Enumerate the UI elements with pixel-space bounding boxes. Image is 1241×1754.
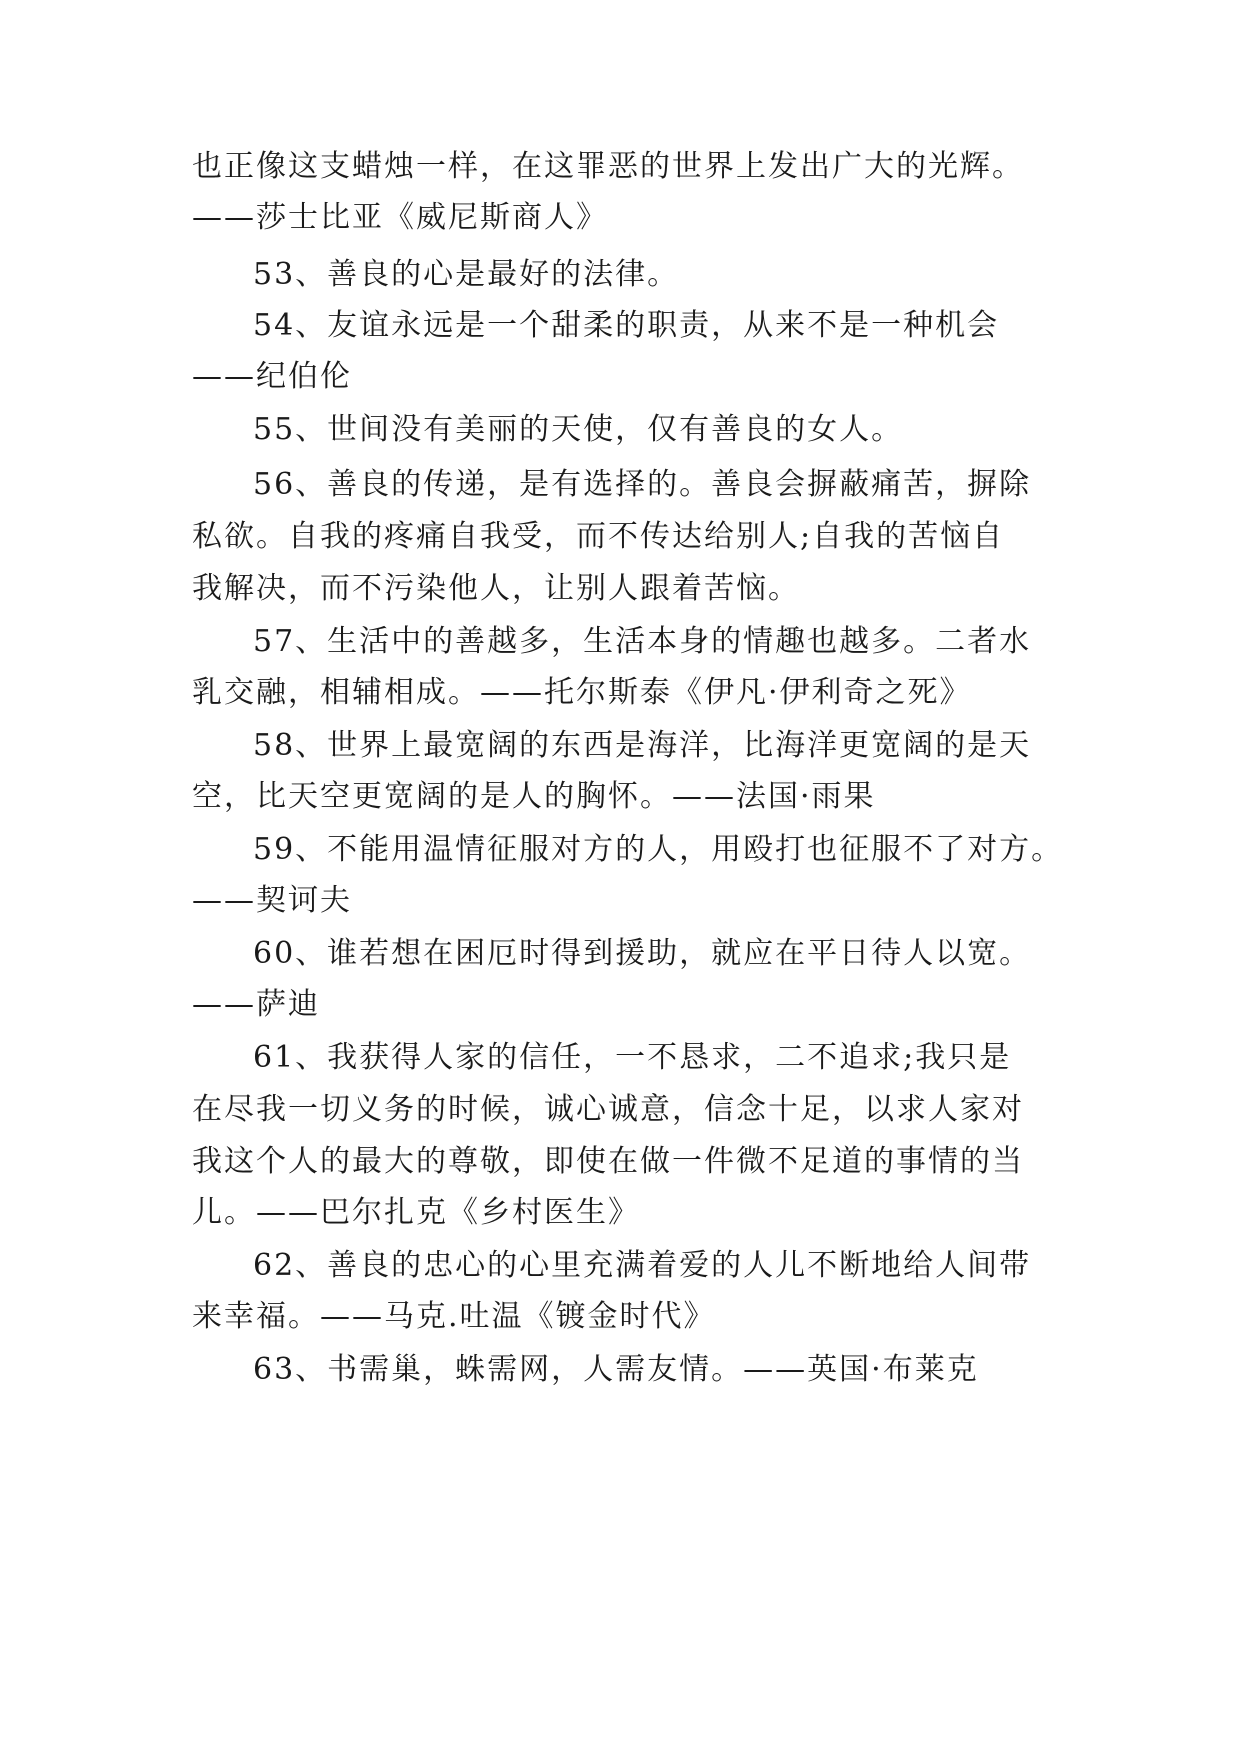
text-line: 56、善良的传递，是有选择的。善良会摒蔽痛苦，摒除 bbox=[253, 467, 1032, 502]
text-line: 62、善良的忠心的心里充满着爱的人儿不断地给人间带 bbox=[253, 1248, 1032, 1283]
text-line: 儿。——巴尔扎克《乡村医生》 bbox=[192, 1195, 640, 1230]
text-line: 59、不能用温情征服对方的人，用殴打也征服不了对方。 bbox=[253, 832, 1064, 867]
text-line: ——莎士比亚《威尼斯商人》 bbox=[192, 200, 608, 235]
text-line: ——萨迪 bbox=[192, 987, 320, 1022]
text-line: 55、世间没有美丽的天使，仅有善良的女人。 bbox=[253, 412, 904, 447]
text-line: 我解决，而不污染他人，让别人跟着苦恼。 bbox=[192, 571, 800, 606]
text-line: 在尽我一切义务的时候，诚心诚意，信念十足，以求人家对 bbox=[192, 1092, 1024, 1127]
text-line: 58、世界上最宽阔的东西是海洋，比海洋更宽阔的是天 bbox=[253, 728, 1032, 763]
text-line: ——契诃夫 bbox=[192, 883, 352, 918]
text-line: 54、友谊永远是一个甜柔的职责，从来不是一种机会 bbox=[253, 308, 1000, 343]
text-line: 60、谁若想在困厄时得到援助，就应在平日待人以宽。 bbox=[253, 936, 1032, 971]
text-line: 63、书需巢，蛛需网，人需友情。——英国·布莱克 bbox=[253, 1352, 979, 1387]
text-line: ——纪伯伦 bbox=[192, 359, 352, 394]
text-line: 来幸福。——马克.吐温《镀金时代》 bbox=[192, 1299, 716, 1334]
text-line: 我这个人的最大的尊敬，即使在做一件微不足道的事情的当 bbox=[192, 1144, 1024, 1179]
text-line: 57、生活中的善越多，生活本身的情趣也越多。二者水 bbox=[253, 624, 1032, 659]
text-line: 空，比天空更宽阔的是人的胸怀。——法国·雨果 bbox=[192, 779, 876, 814]
text-line: 53、善良的心是最好的法律。 bbox=[253, 257, 680, 292]
text-line: 私欲。自我的疼痛自我受，而不传达给别人;自我的苦恼自 bbox=[192, 519, 1005, 554]
text-line: 也正像这支蜡烛一样，在这罪恶的世界上发出广大的光辉。 bbox=[192, 149, 1024, 184]
text-line: 61、我获得人家的信任，一不恳求，二不追求;我只是 bbox=[253, 1040, 1012, 1075]
text-line: 乳交融，相辅相成。——托尔斯泰《伊凡·伊利奇之死》 bbox=[192, 675, 972, 710]
